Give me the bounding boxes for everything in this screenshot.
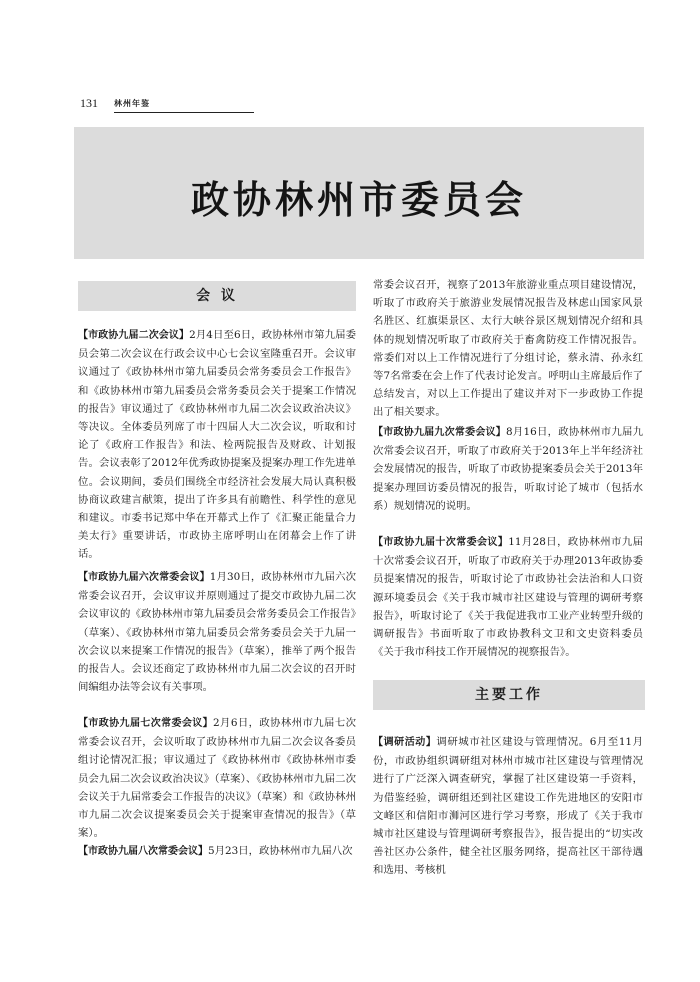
- paragraph-tag: 【市政协九届十次常委会议】: [373, 537, 509, 548]
- paragraph-text: 2月4日至6日，政协林州市第九届委员会第二次会议在行政会议中心七会议室隆重召开。会议审议通过了《政协林州市第九届委员会常务委员会工作报告》和《政协林州市第九届委员会常务委员会关于提案工作情况的报告》审议通过了《政协林州市九届二次会议政治决议》等决议。全体委员列席了市十四届人大二次会议，听取和讨论了《政府工作报告》和法、检两院报告及财政、计划报告。会议表彰了2012年优秀政协提案及提案办理工作先进单位。会议期间，委员们围绕全市经济社会发展大局认真积极协商议政建言献策，提出了许多具有前瞻性、科学性的意见和建议。市委书记郑中华在开幕式上作了《汇聚正能量合力美太行》重要讲话，市政协主席呼明山在闭幕会上作了讲话。: [78, 329, 357, 561]
- paragraph-text: 11月28日，政协林州市九届十次常委会议召开，听取了市政府关于办理2013年政协委员提案情况的报告，听取讨论了市政协社会法治和人口资源环境委员会《关于我市城市社区建设与管理的调研考察报告》，听取讨论了《关于我促进我市工业产业转型升级的调研报告》书面听取了市政协教科文卫和文史资料委员《关于我市科技工作开展情况的视察报告》。: [373, 536, 644, 659]
- paragraph-text: 2月6日，政协林州市九届七次常委会议召开，会议听取了政协林州市九届二次会议各委员组讨论情况汇报；审议通过了《政协林州市《政协林州市委员会九届二次会议政治决议》（草案）、《政协林州市九届二次会议关于九届常委会工作报告的决议》（草案）和《政协林州市九届二次会议提案委员会关于提案审查情况的报告》（草案）。: [78, 717, 356, 840]
- paragraph-tag: 【市政协九届七次常委会议】: [78, 718, 214, 729]
- paragraph: [373, 733, 643, 880]
- section-heading-meetings: 会 议: [78, 281, 356, 311]
- paragraph: [78, 568, 356, 696]
- paragraph-tag: 【市政协九届二次会议】: [78, 330, 190, 341]
- paragraph: [373, 533, 643, 661]
- paragraph-text: 5月23日，政协林州市九届八次: [208, 845, 353, 857]
- paragraph-text: 常委会议召开，视察了2013年旅游业重点项目建设情况，听取了市政府关于旅游业发展情况报告及林虑山国家风景名胜区、红旗渠景区、太行大峡谷景区规划情况介绍和具体的规划情况听取了市政府关于畜禽防疫工作情况报告。常委们对以上工作情况进行了分组讨论，蔡永清、孙永红等7名常委在会上作了代表讨论发言。呼明山主席最后作了总结发言，对以上工作提出了建议并对下一步政协工作提出了相关要求。: [373, 279, 643, 419]
- chapter-banner: [74, 127, 644, 259]
- running-header: [80, 96, 240, 114]
- paragraph-tag: 【市政协九届六次常委会议】: [78, 572, 210, 583]
- paragraph-tag: 【市政协九届八次常委会议】: [78, 846, 208, 857]
- paragraph: [373, 276, 643, 422]
- paragraph-text: 调研城市社区建设与管理情况。6月至11月份，市政协组织调研组对林州市城市社区建设与管理情况进行了广泛深入调查研究，掌握了社区建设第一手资料，为借鉴经验，调研组还到社区建设工作先进地区的安阳市文峰区和信阳市浉河区进行学习考察，形成了《关于我市城市社区建设与管理调研考察报告》，报告提出的“切实改善社区办公条件，健全社区服务网络，提高社区干部待遇和选用、考核机: [373, 736, 643, 877]
- chapter-title: 政协林州市委员会: [190, 178, 527, 222]
- paragraph: [78, 842, 356, 861]
- section-heading-main-work: 主要工作: [373, 680, 645, 710]
- paragraph-tag: 【调研活动】: [373, 737, 437, 748]
- paragraph-text: 1月30日，政协林州市九届六次常委会议召开，会议审议并原则通过了提交市政协九届二次会议审议的《政协林州市第九届委员会常务委员会工作报告》（草案）、《政协林州市第九届委员会常务委员会关于九届一次会议以来提案工作情况的报告》（草案），推举了两个报告的报告人。会议还商定了政协林州市九届二次会议的召开时间编组办法等会议有关事项。: [78, 571, 356, 694]
- page-number: 131: [80, 96, 98, 110]
- paragraph-tag: 【市政协九届九次常委会议】: [373, 427, 507, 438]
- paragraph: [373, 423, 643, 515]
- paragraph: [78, 326, 356, 564]
- paragraph: [78, 714, 356, 842]
- paragraph-text: 8月16日，政协林州市九届九次常委会议召开，听取了市政府关于2013年上半年经济社会发展情况的报告，听取了市政协提案委员会关于2013年提案办理回访委员情况的报告，听取讨论了城市（包括水系）规划情况的说明。: [373, 426, 643, 512]
- book-title: 林州年鉴: [114, 98, 254, 113]
